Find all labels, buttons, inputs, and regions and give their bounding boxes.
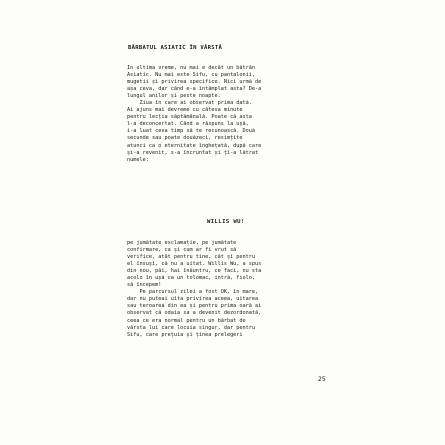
text-line: lungul anilor și peste noapte.	[127, 93, 221, 100]
text-line: vârsta lui care locuia singur, dar pentru	[127, 324, 256, 331]
text-line: pentru lecția săptămânală. Poate că asta	[127, 114, 252, 121]
text-line: așa ceva, dar când e-a întâmplat asta? De-a	[127, 86, 262, 93]
text-line: acolo în ușă ca un tolomac, intră, fiolo,	[127, 275, 256, 282]
text-line: l-a deconcertat. Când a răspuns la ușă,	[127, 121, 249, 128]
text-line: verifice, atât pentru tine, cât și pentru	[127, 254, 256, 261]
text-line: Sifu, care prețuia și ținea prelegeri	[127, 331, 243, 338]
text-line: și-a revenit, s-a încruntat și ți-a lătrat	[127, 149, 259, 156]
paragraph-block-2	[127, 240, 327, 339]
text-line: Pe parcursul zilei a fost OK, în mare,	[127, 289, 259, 296]
page-number: 25	[318, 376, 326, 383]
text-line: atunci ca o eternitate înghețată, după care	[127, 142, 262, 149]
text-line: el însuși, că nu a uitat. Willis Wu, a spus	[127, 261, 262, 268]
text-line: Ai ajuns mai devreme cu câteva minute	[127, 107, 243, 114]
text-line: Asiatic. Nu mai este Sifu, cu pantalonii,	[127, 72, 256, 79]
text-line: i-a luat ceva timp să te recunoască. Două	[127, 128, 256, 135]
chapter-heading: BĂRBATUL ASIATIC ÎN VÂRSTĂ	[128, 45, 223, 51]
text-line: să începem!	[127, 282, 162, 289]
text-line: ceea ce era normal pentru un bărbat de	[127, 317, 246, 324]
text-line: dar nu puteai uita privirea aceea, uitarea	[127, 296, 259, 303]
text-line: sau teroarea din ea și pentru prima oară ai	[127, 303, 262, 310]
text-line: numele:	[127, 156, 149, 163]
paragraph-block-1	[127, 65, 327, 164]
text-line: secunde sau poate douăzeci, resimțite	[127, 135, 243, 142]
text-line: observat că odaia sa a devenit dezordonată,	[127, 310, 262, 317]
text-line: din nou, păi, hai înăuntru, ce faci, nu sta	[127, 268, 262, 275]
section-title: WILLIS WU!	[207, 219, 245, 225]
text-line: În ultima vreme, nu mai e decât un bătrân	[127, 65, 256, 71]
text-line: pe jumătate exclamație, pe jumătate	[127, 240, 237, 246]
text-line: Ziua în care ai observat prima dată.	[127, 100, 252, 107]
text-line: confirmare, ca și cum ar fi vrut să	[127, 247, 237, 254]
text-line: mugetii și privirea specifice. Nici urmă de	[127, 79, 262, 86]
